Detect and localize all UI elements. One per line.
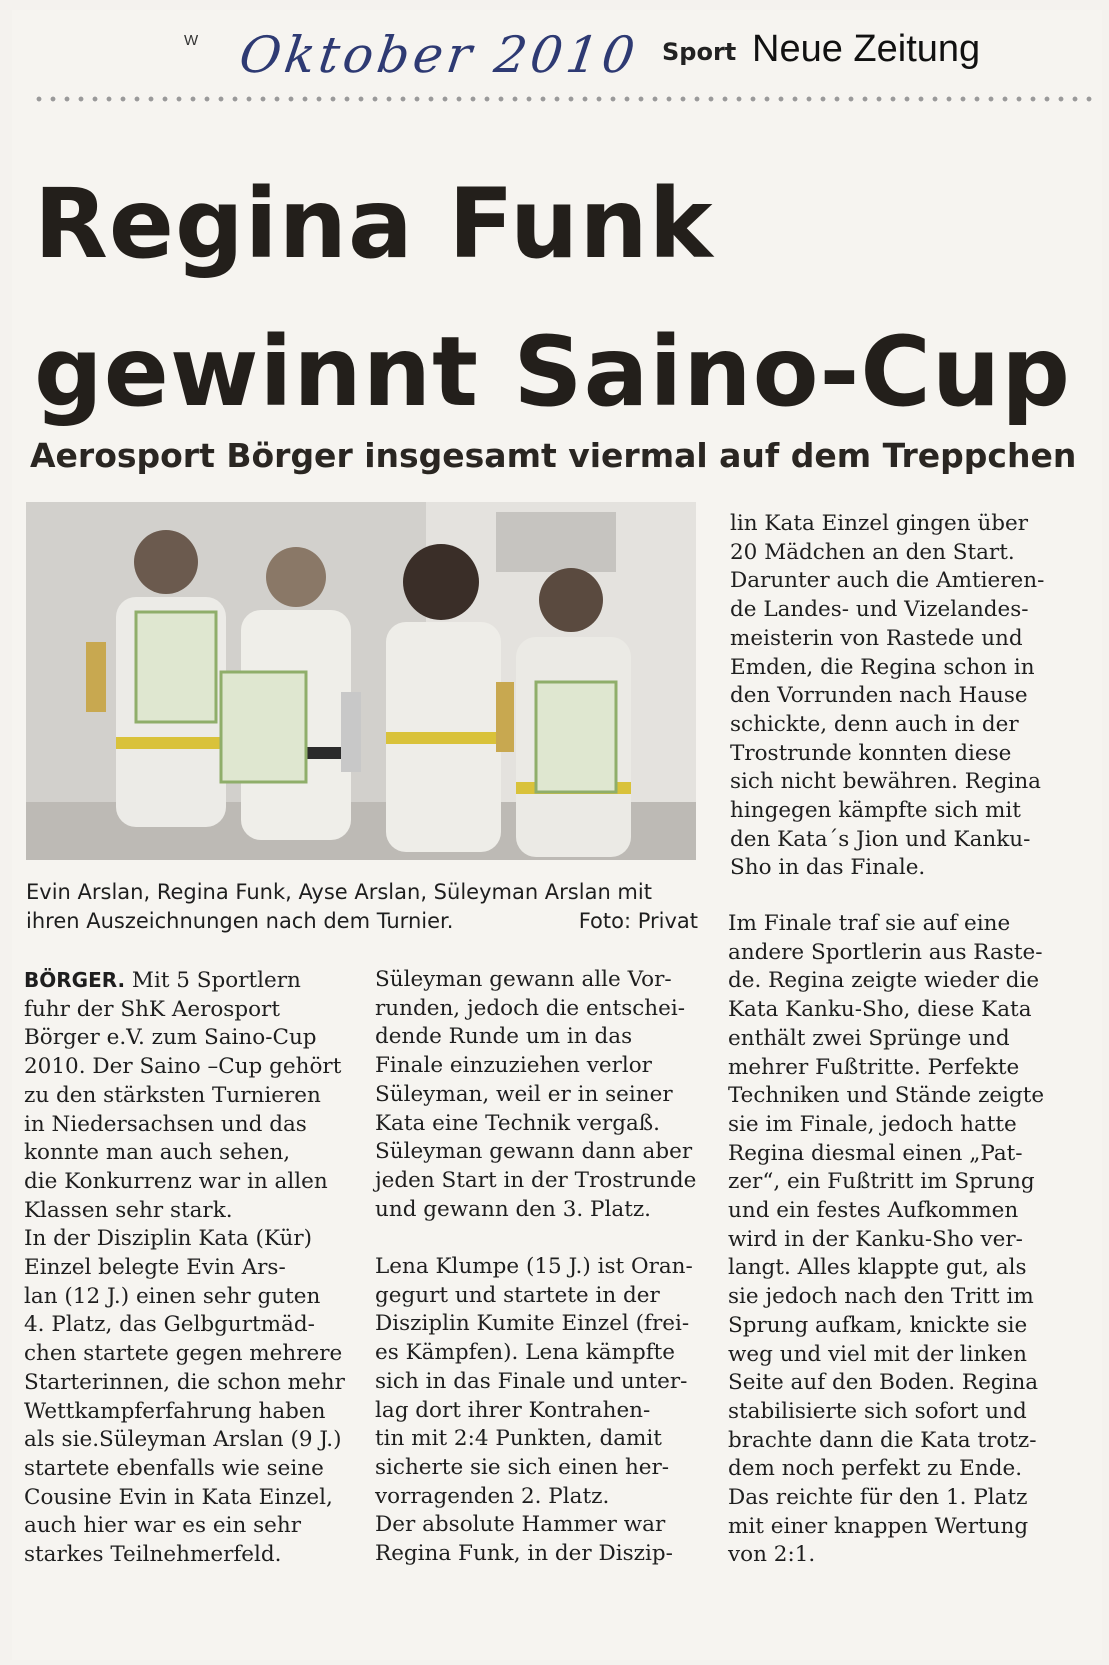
- newspaper-clipping: [12, 10, 1102, 1660]
- dotted-divider: [32, 96, 1092, 102]
- newspaper-name: Neue Zeitung: [752, 28, 981, 70]
- article-column-1: [24, 966, 354, 1570]
- photo-caption: [26, 878, 698, 936]
- photo-credit: Foto: Privat: [578, 909, 698, 933]
- article-column-2: Süleyman gewann alle Vor- runden, jedoch die entschei- dende Runde um in das Finale einzuziehen verlor Süleyman, weil er in seiner Kata eine Technik vergaß. Süleyman gewann dann aber jeden Start in der Trostrunde und gewann den 3. Platz. Lena Klumpe (15 J.) ist Oran- gegurt und startete in der Disziplin Kumite Einzel (frei- es Kämpfen). Lena kämpfte sich in das Finale und unter- lag dort ihrer Kontrahen- tin mit 2:4 Punkten, damit sicherte sie sich einen her- vorragenden 2. Platz. Der absolute Hammer war Regina Funk, in der Diszip-: [375, 967, 697, 1567]
- headline: Regina Funk gewinnt Saino-Cup: [34, 168, 1071, 428]
- caption-text: Evin Arslan, Regina Funk, Ayse Arslan, Süleyman Arslan mit ihren Auszeichnungen nach dem Turnier.: [26, 880, 652, 933]
- handwritten-date: Oktober 2010: [235, 26, 643, 84]
- section-label: Sport: [662, 38, 737, 66]
- article-column-3-top: lin Kata Einzel gingen über 20 Mädchen an den Start. Darunter auch die Amtieren- de Landes- und Vizelandes- meisterin von Rastede und Emden, die Regina schon in den Vorrunden nach Hause schickte, denn auch in der Trostrunde konnten diese sich nicht bewähren. Regina hingegen kämpfte sich mit den Kata´s Jion und Kanku- Sho in das Finale.: [730, 511, 1045, 881]
- page-marker: W: [184, 32, 199, 49]
- karate-kids-photo: [26, 502, 696, 860]
- column-1-text: Mit 5 Sportlern fuhr der ShK Aerosport Börger e.V. zum Saino-Cup 2010. Der Saino –Cup gehört zu den stärksten Turnieren in Niedersachsen und das konnte man auch sehen, die Konkurrenz war in allen Klassen sehr stark. In der Disziplin Kata (Kür) Einzel belegte Evin Ars- lan (12 J.) einen sehr guten 4. Platz, das Gelbgurtmäd- chen startete gegen mehrere Starterinnen, die schon mehr Wettkampferfahrung haben als sie.Süleyman Arslan (9 J.) startete ebenfalls wie seine Cousine Evin in Kata Einzel, auch hier war es ein sehr starkes Teilnehmerfeld.: [24, 968, 345, 1568]
- dateline: BÖRGER.: [24, 968, 126, 992]
- article-column-3-bottom: Im Finale traf sie auf eine andere Sportlerin aus Raste- de. Regina zeigte wieder die Kata Kanku-Sho, diese Kata enthält zwei Sprünge und mehrer Fußtritte. Perfekte Techniken und Stände zeigte sie im Finale, jedoch hatte Regina diesmal einen „Pat- zer“, ein Fußtritt im Sprung und ein festes Aufkommen wird in der Kanku-Sho ver- langt. Alles klappte gut, als sie jedoch nach den Tritt im Sprung aufkam, knickte sie weg und viel mit der linken Seite auf den Boden. Regina stabilisierte sich sofort und brachte dann die Kata trotz- dem noch perfekt zu Ende. Das reichte für den 1. Platz mit einer knappen Wertung von 2:1.: [728, 911, 1045, 1568]
- article-photo: [26, 502, 696, 860]
- subheadline: Aerosport Börger insgesamt viermal auf dem Treppchen: [30, 436, 1077, 475]
